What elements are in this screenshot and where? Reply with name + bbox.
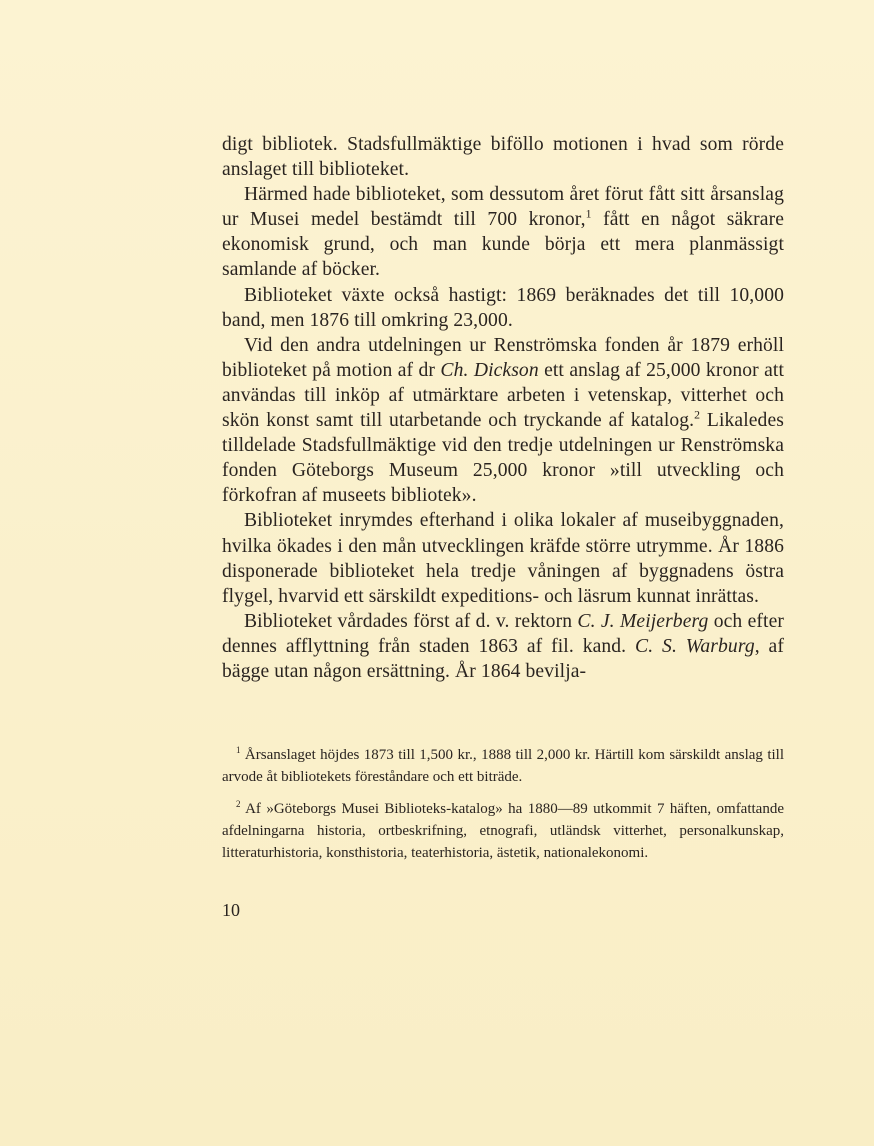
page-number: 10: [222, 900, 240, 920]
text-run: Årsanslaget höjdes 1873 till 1,500 kr., 1888 till 2,000 kr. Härtill kom särskildt anslag till arvode åt bibliotekets föreståndare och ett biträde.: [222, 747, 784, 785]
text-run: Biblioteket vårdades först af d. v. rektorn: [244, 610, 578, 632]
text-run: , af bägge utan någon ersättning. År 1864 bevilja-: [222, 635, 784, 682]
footnote: [222, 745, 784, 788]
text-run: Biblioteket inrymdes efterhand i olika lokaler af museibyggnaden, hvilka ökades i den mån utvecklingen kräfde större utrymme. År 1886 disponerade biblioteket hela tredje våningen af byggnadens östra flygel, hvarvid ett särskildt expeditions- och läsrum kunnat inrättas.: [222, 510, 784, 607]
person-name: C. J. Meijerberg: [577, 610, 709, 632]
body-text: [222, 132, 784, 684]
paragraph: [222, 283, 784, 333]
footnote-marker: 1: [585, 207, 592, 221]
footnote-marker: 2: [236, 799, 241, 810]
paragraph: [222, 508, 784, 608]
footnote: [222, 799, 784, 864]
text-run: Af »Göteborgs Musei Biblioteks-katalog» ha 1880—89 utkommit 7 häften, omfattande afdelningarna historia, ortbeskrifning, etnografi, utländsk vitterhet, personalkunskap, litteraturhistoria, konsthistoria, teaterhistoria, ästetik, nationalekonomi.: [222, 801, 784, 861]
footnotes: [222, 745, 784, 876]
text-run: digt bibliotek. Stadsfullmäktige biföllo motionen i hvad som rörde anslaget till biblioteket.: [222, 134, 784, 181]
person-name: C. S. Warburg: [635, 635, 755, 657]
text-run: Biblioteket växte också hastigt: 1869 beräknades det till 10,000 band, men 1876 till omkring 23,000.: [222, 284, 784, 331]
paragraph: [222, 182, 784, 282]
text-run: Likaledes tilldelade Stadsfullmäktige vid den tredje utdelningen ur Renströmska fonden Göteborgs Museum 25,000 kronor »till utveckling och förkofran af museets bibliotek».: [222, 410, 784, 507]
paragraph: [222, 333, 784, 509]
footnote-marker: 2: [694, 408, 701, 422]
text-run: Härmed hade biblioteket, som dessutom året förut fått sitt årsanslag ur Musei medel bestämdt till 700 kronor,: [222, 184, 784, 231]
paragraph: [222, 609, 784, 684]
text-run: ett anslag af 25,000 kronor att användas till inköp af utmärktare arbeten i vetenskap, vitterhet och skön konst samt till utarbetande och tryckande af katalog.: [222, 359, 784, 432]
paragraph: [222, 132, 784, 182]
text-run: och efter dennes afflyttning från staden 1863 af fil. kand.: [222, 610, 784, 657]
text-run: Vid den andra utdelningen ur Renströmska fonden år 1879 erhöll biblioteket på motion af dr: [222, 334, 784, 381]
text-run: fått en något säkrare ekonomisk grund, och man kunde börja ett mera planmässigt samlande af böcker.: [222, 209, 784, 281]
person-name: Ch. Dickson: [440, 359, 539, 381]
footnote-marker: 1: [236, 745, 241, 755]
